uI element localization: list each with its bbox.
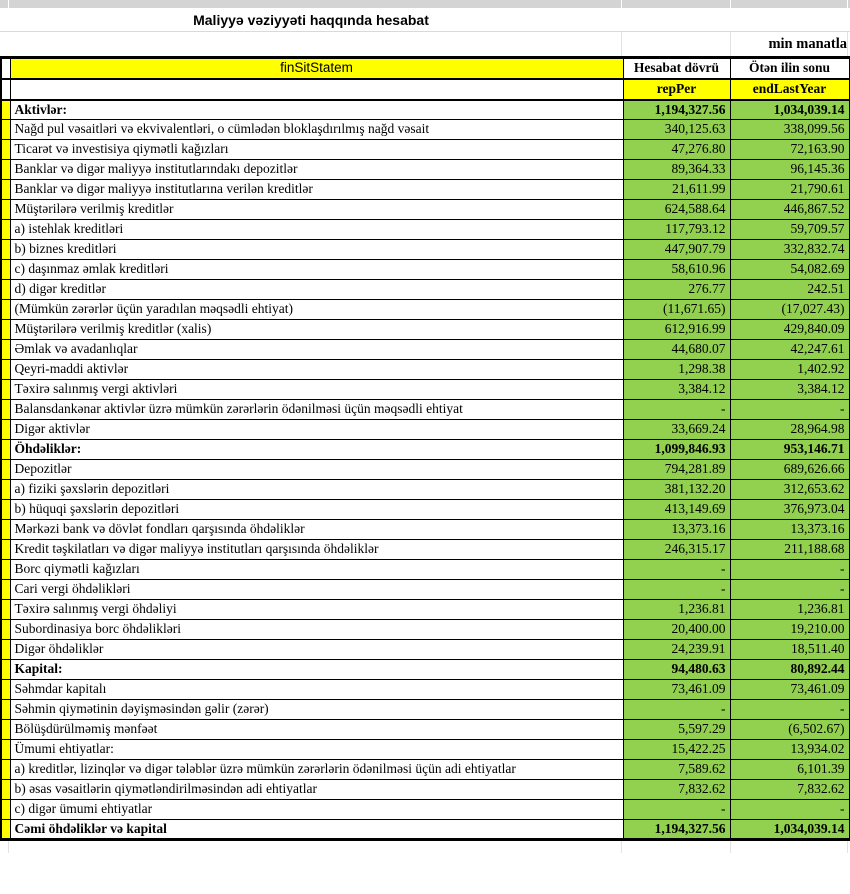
edge-cell[interactable] [1, 480, 10, 500]
edge-cell[interactable] [1, 320, 10, 340]
row-value-repper[interactable]: 612,916.99 [623, 320, 730, 340]
edge-cell[interactable] [1, 540, 10, 560]
edge-cell[interactable] [1, 760, 10, 780]
row-label[interactable]: Balansdankənar aktivlər üzrə mümkün zərərlərin ödənilməsi üçün məqsədli ehtiyat [10, 400, 623, 420]
row-value-endlastyear[interactable]: 96,145.36 [730, 160, 849, 180]
row-value-repper[interactable]: - [623, 400, 730, 420]
row-value-endlastyear[interactable]: 446,867.52 [730, 200, 849, 220]
row-value-endlastyear[interactable]: 429,840.09 [730, 320, 849, 340]
table-row [1, 820, 849, 840]
row-value-repper[interactable]: 15,422.25 [623, 740, 730, 760]
row-label[interactable]: Müştərilərə verilmiş kreditlər [10, 200, 623, 220]
table-row [1, 720, 849, 740]
row-value-endlastyear[interactable]: 312,653.62 [730, 480, 849, 500]
row-value-repper[interactable]: 94,480.63 [623, 660, 730, 680]
row-label[interactable]: b) biznes kreditləri [10, 240, 623, 260]
table-row [1, 300, 849, 320]
row-value-repper[interactable]: 1,236.81 [623, 600, 730, 620]
table-row [1, 640, 849, 660]
table-row [1, 220, 849, 240]
table-row [1, 580, 849, 600]
row-value-repper[interactable]: 58,610.96 [623, 260, 730, 280]
gray-row-column-gap [621, 0, 622, 8]
row-value-repper[interactable]: 1,099,846.93 [623, 440, 730, 460]
row-value-endlastyear[interactable]: 211,188.68 [730, 540, 849, 560]
code-cell-repper[interactable]: repPer [623, 79, 730, 100]
row-value-endlastyear[interactable]: 376,973.04 [730, 500, 849, 520]
gridline [730, 841, 731, 853]
row-value-endlastyear[interactable]: 1,236.81 [730, 600, 849, 620]
row-value-repper[interactable]: - [623, 560, 730, 580]
row-value-endlastyear[interactable]: - [730, 560, 849, 580]
row-value-repper[interactable]: - [623, 800, 730, 820]
table-row [1, 700, 849, 720]
table-row [1, 780, 849, 800]
edge-cell[interactable] [1, 740, 10, 760]
edge-cell[interactable] [1, 820, 10, 840]
edge-cell[interactable] [1, 620, 10, 640]
table-row [1, 460, 849, 480]
row-label[interactable]: Qeyri-maddi aktivlər [10, 360, 623, 380]
row-label[interactable]: Digər aktivlər [10, 420, 623, 440]
row-value-endlastyear[interactable]: 54,082.69 [730, 260, 849, 280]
cutoff-gray-row [0, 0, 850, 8]
table-row [1, 680, 849, 700]
table-row [1, 120, 849, 140]
row-value-endlastyear[interactable]: 19,210.00 [730, 620, 849, 640]
edge-cell[interactable] [1, 720, 10, 740]
edge-cell[interactable] [1, 100, 10, 120]
table-row [1, 440, 849, 460]
edge-cell[interactable] [1, 340, 10, 360]
edge-cell[interactable] [1, 520, 10, 540]
gray-row-column-gap [847, 0, 848, 8]
edge-cell[interactable] [1, 260, 10, 280]
row-value-repper[interactable]: 3,384.12 [623, 380, 730, 400]
edge-cell[interactable] [1, 560, 10, 580]
row-value-repper[interactable]: 1,194,327.56 [623, 100, 730, 120]
row-value-endlastyear[interactable]: 1,034,039.14 [730, 100, 849, 120]
row-value-repper[interactable]: - [623, 700, 730, 720]
gridline [8, 841, 9, 853]
edge-cell[interactable] [1, 160, 10, 180]
edge-cell[interactable] [1, 800, 10, 820]
table-row [1, 160, 849, 180]
row-value-endlastyear[interactable]: 1,402.92 [730, 360, 849, 380]
row-value-endlastyear[interactable]: 21,790.61 [730, 180, 849, 200]
row-label[interactable]: Cari vergi öhdəlikləri [10, 580, 623, 600]
table-row [1, 380, 849, 400]
table-row [1, 320, 849, 340]
row-label[interactable]: Müştərilərə verilmiş kreditlər (xalis) [10, 320, 623, 340]
table-row [1, 360, 849, 380]
row-value-endlastyear[interactable]: - [730, 800, 849, 820]
table-row [1, 540, 849, 560]
edge-cell[interactable] [1, 58, 10, 79]
edge-cell[interactable] [1, 660, 10, 680]
header-cell-reporting-period[interactable]: Hesabat dövrü [623, 58, 730, 79]
row-value-repper[interactable]: 117,793.12 [623, 220, 730, 240]
financial-statement-table [0, 56, 850, 841]
row-value-repper[interactable]: 13,373.16 [623, 520, 730, 540]
edge-cell[interactable] [1, 140, 10, 160]
table-row [1, 560, 849, 580]
row-label[interactable]: Nağd pul vəsaitləri və ekvivalentləri, o cümlədən bloklaşdırılmış nağd vəsait [10, 120, 623, 140]
edge-cell[interactable] [1, 280, 10, 300]
table-row [1, 200, 849, 220]
edge-cell[interactable] [1, 580, 10, 600]
table-row [1, 480, 849, 500]
empty-label-cell[interactable] [10, 79, 623, 100]
row-label[interactable]: a) fiziki şəxslərin depozitləri [10, 480, 623, 500]
row-value-repper[interactable]: 21,611.99 [623, 180, 730, 200]
row-label[interactable]: Əmlak və avadanlıqlar [10, 340, 623, 360]
row-value-endlastyear[interactable]: 80,892.44 [730, 660, 849, 680]
code-cell-endlastyear[interactable]: endLastYear [730, 79, 849, 100]
row-value-repper[interactable]: 7,589.62 [623, 760, 730, 780]
table-row [1, 140, 849, 160]
row-label[interactable]: Kapital: [10, 660, 623, 680]
row-label[interactable]: Səhmin qiymətinin dəyişməsindən gəlir (zərər) [10, 700, 623, 720]
row-value-repper[interactable]: 276.77 [623, 280, 730, 300]
edge-cell[interactable] [1, 220, 10, 240]
row-value-repper[interactable]: 73,461.09 [623, 680, 730, 700]
row-label[interactable]: Kredit təşkilatları və digər maliyyə institutları qarşısında öhdəliklər [10, 540, 623, 560]
title-row [0, 8, 850, 31]
table-row [1, 400, 849, 420]
row-value-endlastyear[interactable]: 6,101.39 [730, 760, 849, 780]
row-value-endlastyear[interactable]: 13,373.16 [730, 520, 849, 540]
row-value-repper[interactable]: 624,588.64 [623, 200, 730, 220]
row-label[interactable]: c) daşınmaz əmlak kreditləri [10, 260, 623, 280]
row-value-endlastyear[interactable]: 7,832.62 [730, 780, 849, 800]
table-row [1, 600, 849, 620]
page-title: Maliyyə vəziyyəti haqqında hesabat [193, 11, 429, 28]
row-value-repper[interactable]: 381,132.20 [623, 480, 730, 500]
unit-note-row [0, 31, 850, 56]
row-label[interactable]: Subordinasiya borc öhdəlikləri [10, 620, 623, 640]
table-header-row [1, 58, 849, 79]
table-row [1, 660, 849, 680]
edge-cell[interactable] [1, 600, 10, 620]
table-row [1, 100, 849, 120]
gridline [847, 841, 848, 853]
row-label[interactable]: Depozitlər [10, 460, 623, 480]
edge-cell[interactable] [1, 360, 10, 380]
edge-cell[interactable] [1, 380, 10, 400]
row-label[interactable]: d) digər kreditlər [10, 280, 623, 300]
row-label[interactable]: Banklar və digər maliyyə institutlarına verilən kreditlər [10, 180, 623, 200]
row-value-endlastyear[interactable]: 242.51 [730, 280, 849, 300]
table-code-row [1, 79, 849, 100]
row-value-repper[interactable]: 413,149.69 [623, 500, 730, 520]
edge-cell[interactable] [1, 640, 10, 660]
row-label[interactable]: c) digər ümumi ehtiyatlar [10, 800, 623, 820]
table-row [1, 800, 849, 820]
table-row [1, 740, 849, 760]
edge-cell[interactable] [1, 200, 10, 220]
table-row [1, 620, 849, 640]
row-value-repper[interactable]: 340,125.63 [623, 120, 730, 140]
row-value-endlastyear[interactable]: 72,163.90 [730, 140, 849, 160]
edge-cell[interactable] [1, 420, 10, 440]
table-row [1, 420, 849, 440]
row-label[interactable]: (Mümkün zərərlər üçün yaradılan məqsədli ehtiyat) [10, 300, 623, 320]
row-value-endlastyear[interactable]: 59,709.57 [730, 220, 849, 240]
row-value-endlastyear[interactable]: (6,502.67) [730, 720, 849, 740]
table-row [1, 240, 849, 260]
row-label[interactable]: Cəmi öhdəliklər və kapital [10, 820, 623, 840]
row-value-repper[interactable]: 1,298.38 [623, 360, 730, 380]
row-label[interactable]: Ümumi ehtiyatlar: [10, 740, 623, 760]
row-value-endlastyear[interactable]: - [730, 580, 849, 600]
table-row [1, 260, 849, 280]
edge-cell[interactable] [1, 79, 10, 100]
row-value-endlastyear[interactable]: 13,934.02 [730, 740, 849, 760]
row-label[interactable]: Səhmdar kapitalı [10, 680, 623, 700]
row-value-endlastyear[interactable]: 332,832.74 [730, 240, 849, 260]
edge-cell[interactable] [1, 460, 10, 480]
row-label[interactable]: Aktivlər: [10, 100, 623, 120]
row-label[interactable]: Ticarət və investisiya qiymətli kağızları [10, 140, 623, 160]
row-value-endlastyear[interactable]: 338,099.56 [730, 120, 849, 140]
edge-cell[interactable] [1, 780, 10, 800]
row-value-endlastyear[interactable]: 3,384.12 [730, 380, 849, 400]
row-label[interactable]: Bölüşdürülməmiş mənfəət [10, 720, 623, 740]
edge-cell[interactable] [1, 120, 10, 140]
row-label[interactable]: a) istehlak kreditləri [10, 220, 623, 240]
row-value-endlastyear[interactable]: 42,247.61 [730, 340, 849, 360]
row-value-endlastyear[interactable]: (17,027.43) [730, 300, 849, 320]
row-label[interactable]: Digər öhdəliklər [10, 640, 623, 660]
row-value-endlastyear[interactable]: 953,146.71 [730, 440, 849, 460]
header-cell-finsitstatem[interactable]: finSitStatem [10, 58, 623, 79]
row-value-endlastyear[interactable]: 18,511.40 [730, 640, 849, 660]
row-value-repper[interactable]: 33,669.24 [623, 420, 730, 440]
statement-table-body [1, 100, 849, 840]
header-cell-end-of-last-year[interactable]: Ötən ilin sonu [730, 58, 849, 79]
row-label[interactable]: Təxirə salınmış vergi aktivləri [10, 380, 623, 400]
row-label[interactable]: b) əsas vəsaitlərin qiymətləndirilməsindən adi ehtiyatlar [10, 780, 623, 800]
row-value-repper[interactable]: 447,907.79 [623, 240, 730, 260]
table-row [1, 760, 849, 780]
row-value-endlastyear[interactable]: 689,626.66 [730, 460, 849, 480]
row-value-repper[interactable]: - [623, 580, 730, 600]
row-value-repper[interactable]: 5,597.29 [623, 720, 730, 740]
row-value-endlastyear[interactable]: 1,034,039.14 [730, 820, 849, 840]
row-value-repper[interactable]: 1,194,327.56 [623, 820, 730, 840]
gridline [847, 32, 848, 56]
row-value-repper[interactable]: 7,832.62 [623, 780, 730, 800]
table-row [1, 340, 849, 360]
table-row [1, 180, 849, 200]
edge-cell[interactable] [1, 500, 10, 520]
row-label[interactable]: Təxirə salınmış vergi öhdəliyi [10, 600, 623, 620]
table-row [1, 520, 849, 540]
row-value-endlastyear[interactable]: - [730, 700, 849, 720]
edge-cell[interactable] [1, 440, 10, 460]
row-value-endlastyear[interactable]: 73,461.09 [730, 680, 849, 700]
below-table-area [0, 841, 850, 853]
row-label[interactable]: Banklar və digər maliyyə institutlarındakı depozitlər [10, 160, 623, 180]
row-value-repper[interactable]: 246,315.17 [623, 540, 730, 560]
row-value-repper[interactable]: 24,239.91 [623, 640, 730, 660]
edge-cell[interactable] [1, 700, 10, 720]
row-label[interactable]: Öhdəliklər: [10, 440, 623, 460]
row-label[interactable]: Mərkəzi bank və dövlət fondları qarşısında öhdəliklər [10, 520, 623, 540]
gray-row-column-gap [730, 0, 731, 8]
edge-cell[interactable] [1, 680, 10, 700]
row-value-repper[interactable]: 89,364.33 [623, 160, 730, 180]
table-row [1, 280, 849, 300]
row-value-repper[interactable]: (11,671.65) [623, 300, 730, 320]
gray-row-column-gap [8, 0, 9, 8]
table-row [1, 500, 849, 520]
edge-cell[interactable] [1, 400, 10, 420]
edge-cell[interactable] [1, 300, 10, 320]
row-value-repper[interactable]: 47,276.80 [623, 140, 730, 160]
row-label[interactable]: Borc qiymətli kağızları [10, 560, 623, 580]
unit-note: min manatla [768, 35, 847, 52]
gridline [621, 841, 622, 853]
row-label[interactable]: b) hüquqi şəxslərin depozitləri [10, 500, 623, 520]
row-value-repper[interactable]: 44,680.07 [623, 340, 730, 360]
row-value-repper[interactable]: 794,281.89 [623, 460, 730, 480]
edge-cell[interactable] [1, 180, 10, 200]
edge-cell[interactable] [1, 240, 10, 260]
row-value-endlastyear[interactable]: 28,964.98 [730, 420, 849, 440]
row-label[interactable]: a) kreditlər, lizinqlər və digər tələblər üzrə mümkün zərərlərin ödənilməsi üçün adi ehtiyatlar [10, 760, 623, 780]
row-value-endlastyear[interactable]: - [730, 400, 849, 420]
gridline [621, 32, 622, 56]
row-value-repper[interactable]: 20,400.00 [623, 620, 730, 640]
